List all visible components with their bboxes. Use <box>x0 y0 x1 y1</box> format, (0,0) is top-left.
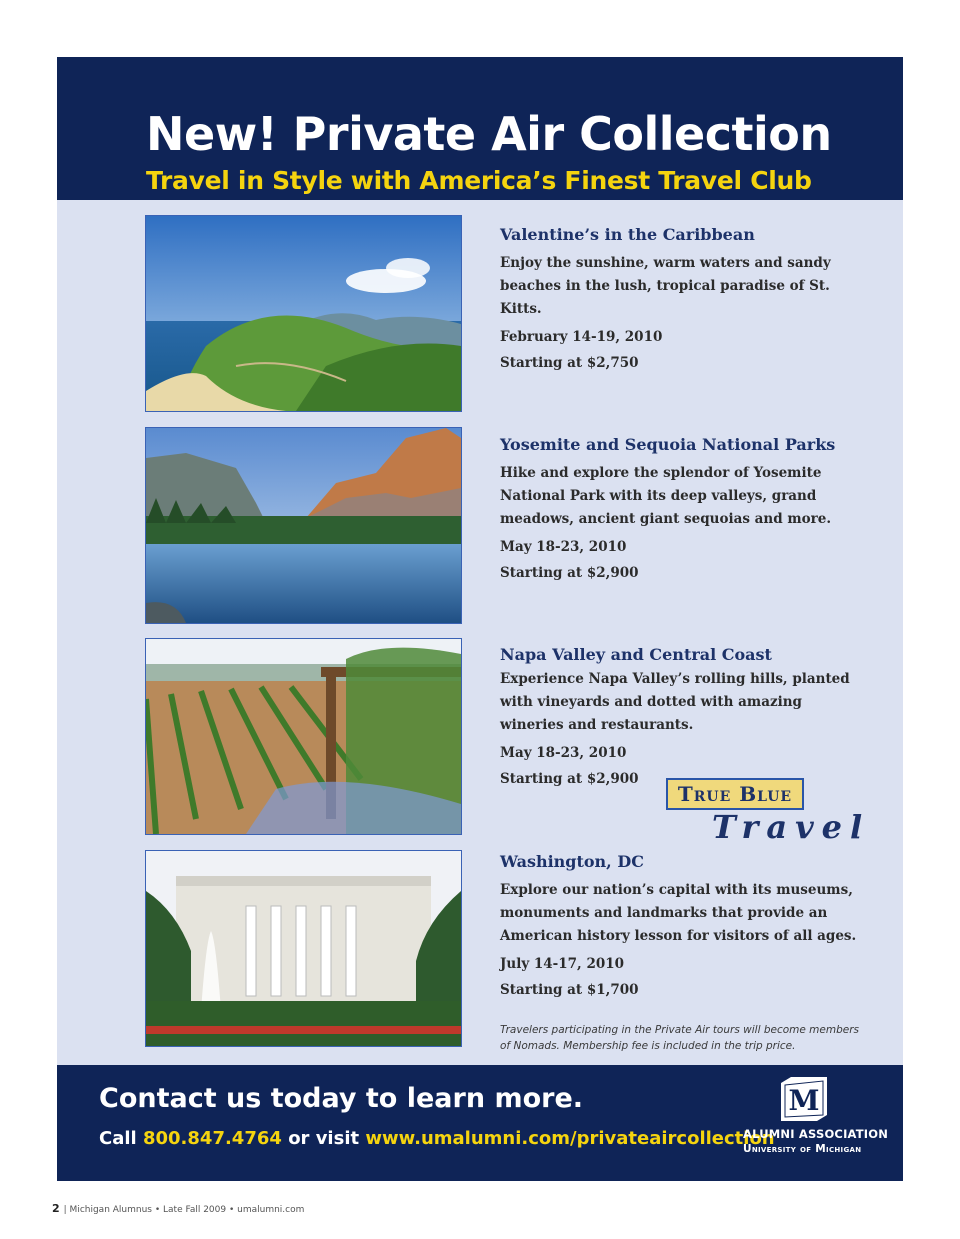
caribbean-photo <box>145 215 462 412</box>
yosemite-photo <box>145 427 462 624</box>
alumni-association-logo <box>743 1077 889 1167</box>
phone-number[interactable]: 800.847.4764 <box>142 1128 282 1149</box>
trip-caribbean <box>500 225 860 376</box>
page-title: New! Private Air Collection <box>146 107 832 161</box>
trip-description: Hike and explore the splendor of Yosemite National Park with its deep valleys, grand meadows, ancient giant sequoias and more. <box>500 465 832 527</box>
trip-description: Experience Napa Valley’s rolling hills, planted with vineyards and dotted with amazing wineries and restaurants. <box>500 671 850 733</box>
call-prefix: Call <box>99 1128 137 1149</box>
napa-valley-photo <box>145 638 462 835</box>
trip-price: Starting at $2,750 <box>500 355 639 371</box>
trip-washington <box>500 852 860 1003</box>
trip-yosemite <box>500 435 860 586</box>
website-link[interactable]: www.umalumni.com/privateaircollection <box>365 1128 775 1149</box>
trip-dates: February 14-19, 2010 <box>500 329 663 345</box>
header-banner <box>57 57 903 200</box>
advertisement <box>57 57 903 1181</box>
trip-napa <box>500 645 860 792</box>
page-footer <box>52 1202 304 1215</box>
publication-info: | Michigan Alumnus • Late Fall 2009 • umalumni.com <box>63 1205 305 1215</box>
travel-script-logo: Travel <box>712 808 871 846</box>
trip-description: Explore our nation’s capital with its museums, monuments and landmarks that provide an American history lesson for visitors of all ages. <box>500 882 857 944</box>
true-blue-badge: True Blue <box>666 778 804 810</box>
page-subtitle: Travel in Style with America’s Finest Travel Club <box>146 166 812 195</box>
trip-price: Starting at $1,700 <box>500 982 639 998</box>
org-name-line1: ALUMNI ASSOCIATION <box>743 1127 889 1141</box>
trip-title: Valentine’s in the Caribbean <box>500 225 755 244</box>
trip-dates: May 18-23, 2010 <box>500 539 627 555</box>
trip-dates: May 18-23, 2010 <box>500 745 627 761</box>
trip-dates: July 14-17, 2010 <box>500 956 625 972</box>
org-name-line2: University of Michigan <box>743 1143 862 1155</box>
page-number: 2 <box>52 1202 60 1215</box>
logo-letter: M <box>788 1084 820 1117</box>
contact-line <box>99 1128 775 1149</box>
trip-price: Starting at $2,900 <box>500 771 639 787</box>
contact-footer <box>57 1065 903 1181</box>
visit-text: or visit <box>288 1128 360 1149</box>
trip-title: Washington, DC <box>500 852 644 871</box>
trip-title: Yosemite and Sequoia National Parks <box>500 435 836 454</box>
membership-note: Travelers participating in the Private Air tours will become members of Nomads. Membership fee is included in the trip price. <box>500 1024 859 1052</box>
block-m-icon <box>781 1077 827 1121</box>
contact-heading: Contact us today to learn more. <box>99 1083 584 1114</box>
trip-title: Napa Valley and Central Coast <box>500 645 772 664</box>
trip-price: Starting at $2,900 <box>500 565 639 581</box>
trip-description: Enjoy the sunshine, warm waters and sandy beaches in the lush, tropical paradise of St. Kitts. <box>500 255 831 317</box>
white-house-photo <box>145 850 462 1047</box>
